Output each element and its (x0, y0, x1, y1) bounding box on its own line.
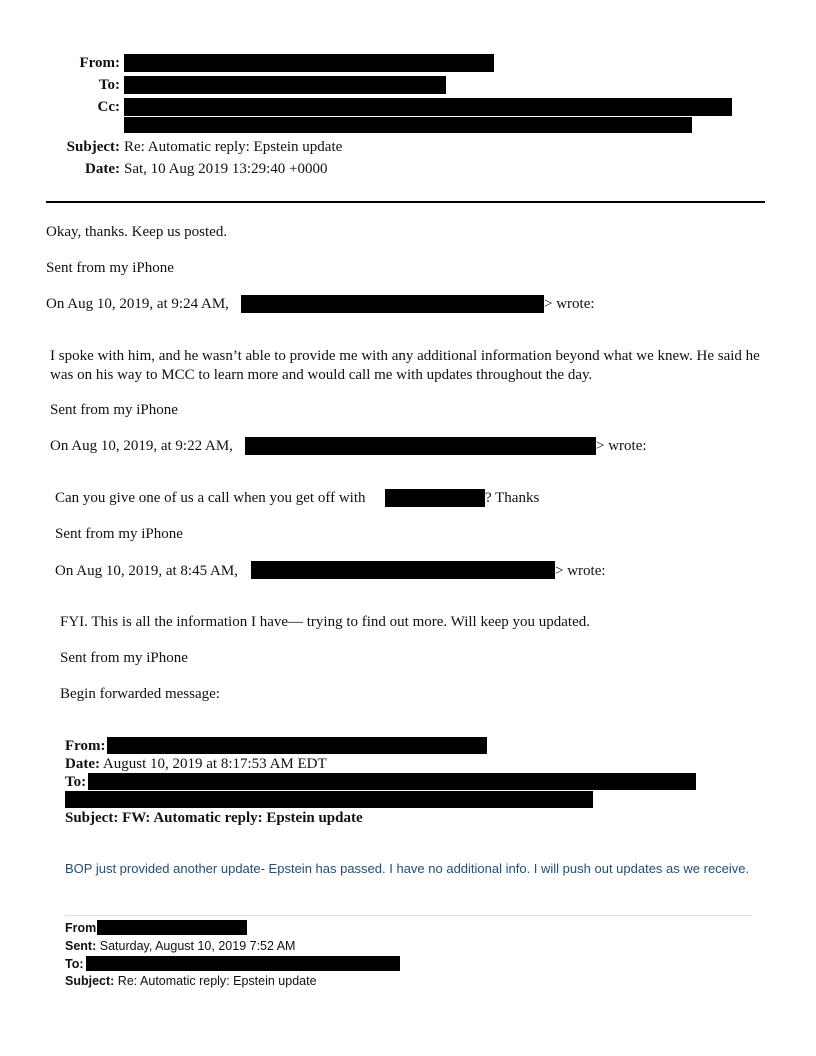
redaction-bar (124, 54, 494, 72)
fwd-to-label: To: (65, 774, 87, 790)
fwd-subject: Subject: FW: Automatic reply: Epstein update (65, 810, 363, 826)
inner-from-label: From (65, 921, 97, 935)
redaction-bar (385, 489, 485, 507)
header-date-value: Sat, 10 Aug 2019 13:29:40 +0000 (124, 161, 328, 177)
header-date-label: Date: (85, 161, 120, 177)
redaction-bar (107, 737, 487, 754)
header-from-label: From: (79, 55, 120, 71)
redaction-bar (251, 561, 555, 579)
quote-attribution: On Aug 10, 2019, at 9:22 AM, (50, 438, 233, 454)
signature: Sent from my iPhone (46, 260, 174, 276)
signature: Sent from my iPhone (60, 650, 188, 666)
inner-to-label: To: (65, 957, 84, 971)
signature: Sent from my iPhone (55, 526, 183, 542)
header-subject-value: Re: Automatic reply: Epstein update (124, 139, 343, 155)
reply-text: Okay, thanks. Keep us posted. (46, 224, 228, 240)
redaction-bar (97, 920, 247, 935)
header-to-label: To: (98, 77, 120, 93)
inner-sent: Sent: Saturday, August 10, 2019 7:52 AM (65, 939, 296, 953)
redaction-bar (124, 117, 692, 133)
reply-text-suffix: ? Thanks (485, 490, 540, 506)
reply-text: Can you give one of us a call when you get off with (55, 490, 366, 506)
signature: Sent from my iPhone (50, 402, 178, 418)
quote-attribution: On Aug 10, 2019, at 8:45 AM, (55, 563, 238, 579)
header-cc-label: Cc: (97, 99, 120, 115)
redaction-bar (65, 791, 593, 808)
header-subject-label: Subject: (66, 139, 120, 155)
redaction-bar (124, 98, 732, 116)
fwd-from-label: From: (65, 738, 106, 754)
forwarded-intro: Begin forwarded message: (60, 686, 220, 702)
inner-subject: Subject: Re: Automatic reply: Epstein update (65, 974, 317, 988)
redaction-bar (245, 437, 596, 455)
fwd-date: Date: August 10, 2019 at 8:17:53 AM EDT (65, 756, 327, 772)
forwarded-body: BOP just provided another update- Epstein has passed. I have no additional info. I will push out updates as we receive. (65, 861, 750, 876)
quote-attribution: On Aug 10, 2019, at 9:24 AM, (46, 296, 229, 312)
redaction-bar (88, 773, 696, 790)
header-divider (46, 201, 765, 203)
reply-text: FYI. This is all the information I have— trying to find out more. Will keep you updated. (60, 614, 591, 630)
quote-attribution-suffix: > wrote: (596, 438, 647, 454)
redaction-bar (241, 295, 544, 313)
redaction-bar (86, 956, 400, 971)
reply-text: I spoke with him, and he wasn’t able to provide me with any additional information beyond what we knew. He said he was on his way to MCC to learn more and would call me with updates throughout the day. (50, 348, 760, 383)
quote-attribution-suffix: > wrote: (555, 563, 606, 579)
redaction-bar (124, 76, 446, 94)
inner-divider (65, 915, 752, 916)
quote-attribution-suffix: > wrote: (544, 296, 595, 312)
